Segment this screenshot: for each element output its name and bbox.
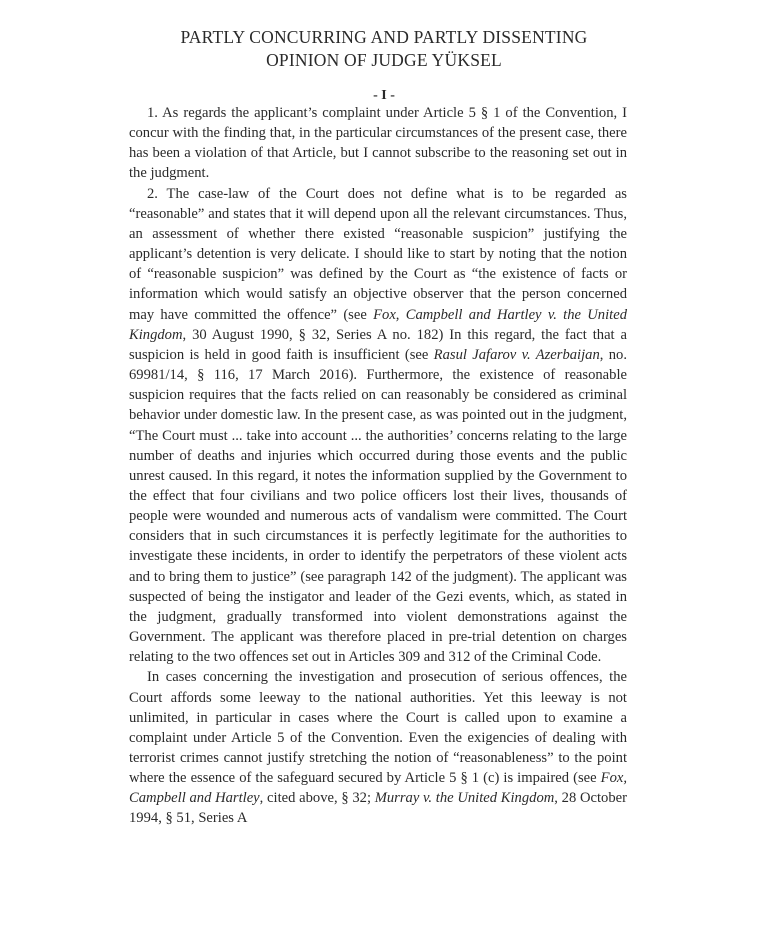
paragraph-3-text-c: , 28 October 1994, § 51, Series A	[129, 790, 627, 827]
case-citation-jafarov: Rasul Jafarov v. Azerbaijan	[433, 346, 600, 363]
case-citation-fox-short: Fox, Campbell and Hartley	[129, 770, 627, 807]
paragraph-3-text-b: , cited above, § 32;	[259, 790, 375, 807]
case-citation-murray: Murray v. the United Kingdom	[374, 790, 555, 807]
opinion-title-line-2: OPINION OF JUDGE YÜKSEL	[266, 50, 502, 70]
paragraph-2-text-b: , 30 August 1990, § 32, Series A no. 182) In this regard, the fact that a suspicion is held in good faith is insufficient (see	[129, 326, 627, 363]
paragraph-2-text-c: , no. 69981/14, § 116, 17 March 2016). Furthermore, the existence of reasonable suspicion requires that the facts relied on can reasonably be considered as criminal behavior under domestic law. In the present case, as was pointed out in the judgment, “The Court must ... take into account ... the authorities’ concerns relating to the large number of deaths and injuries which occurred during those events and the public unrest caused. In this regard, it notes the information supplied by the Government to the effect that four civilians and two police officers lost their lives, thousands of people were wounded and numerous acts of vandalism were committed. The Court considers that in such circumstances it is perfectly legitimate for the authorities to investigate these incidents, in order to identify the perpetrators of these violent acts and to bring them to justice” (see paragraph 142 of the judgment). The applicant was suspected of being the instigator and leader of the Gezi events, which, as stated in the judgment, gradually transformed into violent demonstrations against the Government. The applicant was therefore placed in pre-trial detention on charges relating to the two offences set out in Articles 309 and 312 of the Criminal Code.	[129, 346, 627, 666]
opinion-body	[129, 103, 627, 829]
section-numeral: - I -	[373, 88, 395, 103]
paragraph-1	[129, 103, 627, 184]
case-citation-fox: Fox, Campbell and Hartley v. the United Kingdom	[129, 306, 627, 343]
paragraph-2	[129, 184, 627, 668]
paragraph-3	[129, 667, 627, 828]
paragraph-1-text: 1. As regards the applicant’s complaint under Article 5 § 1 of the Convention, I concur with the finding that, in the particular circumstances of the present case, there has been a violation of that Article, but I cannot subscribe to the reasoning set out in the judgment.	[129, 105, 627, 182]
paragraph-2-text-a: 2. The case-law of the Court does not define what is to be regarded as “reasonable” and states that it will depend upon all the relevant circumstances. Thus, an assessment of whether there existed “reasonable suspicion” justifying the applicant’s detention is very delicate. I should like to start by noting that the notion of “reasonable suspicion” was defined by the Court as “the existence of facts or information which would satisfy an objective observer that the person concerned may have committed the offence” (see	[129, 185, 627, 323]
paragraph-3-text-a: In cases concerning the investigation and prosecution of serious offences, the Court affords some leeway to the national authorities. Yet this leeway is not unlimited, in particular in cases where the Court is called upon to examine a complaint under Article 5 of the Convention. Even the exigencies of dealing with terrorist crimes cannot justify stretching the notion of “reasonableness” to the point where the essence of the safeguard secured by Article 5 § 1 (c) is impaired (see	[129, 669, 627, 787]
opinion-title-line-1: PARTLY CONCURRING AND PARTLY DISSENTING	[180, 27, 588, 47]
